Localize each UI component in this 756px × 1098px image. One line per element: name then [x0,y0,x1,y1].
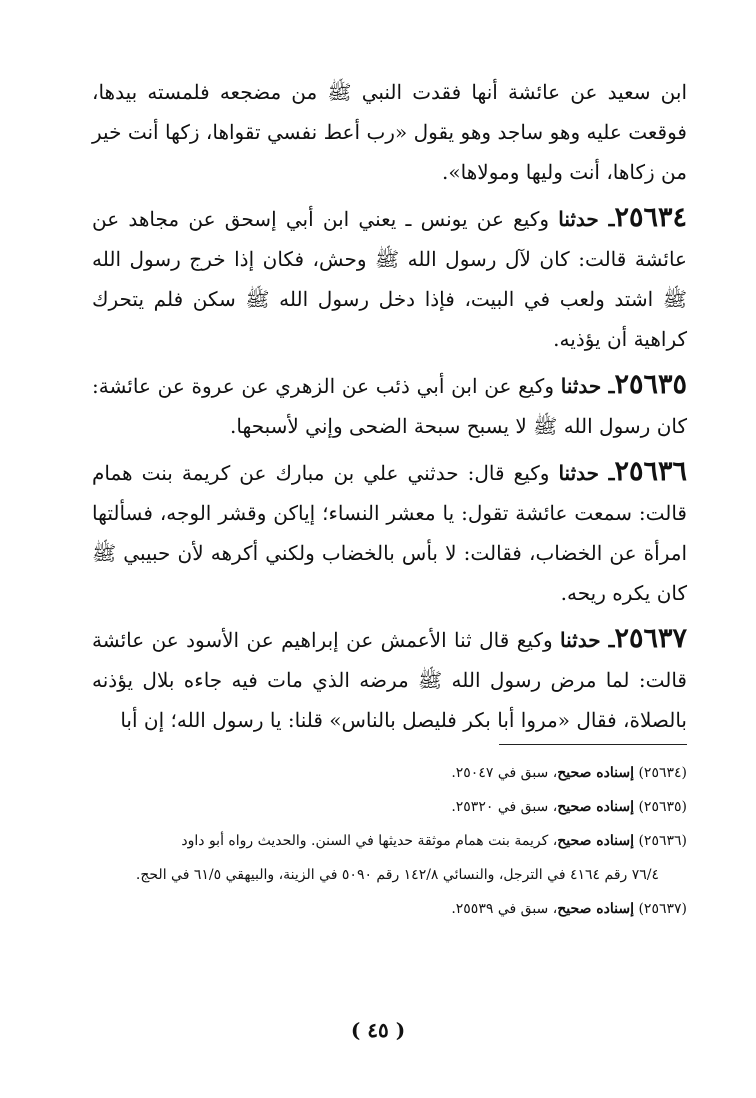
hadith-text: وكيع عن ابن أبي ذئب عن الزهري عن عروة عن عائشة: كان رسول الله ﷺ لا يسبح سبحة الضحى وإني لأسبحها. [92,374,687,438]
hadith-25634 [92,198,687,359]
hadith-number: ٢٥٦٣٧ [614,623,687,654]
footnote-25635 [92,790,687,824]
hadith-number: ٢٥٦٣٤ [614,202,687,233]
page-number: ( ٤٥ ) [350,1018,406,1042]
footnote-25634 [92,756,687,790]
footnote-ref: (٢٥٦٣٦) [638,833,687,849]
footnote-25636-continuation: ٧٦/٤ رقم ٤١٦٤ في الترجل، والنسائي ١٤٢/٨ رقم ٥٠٩٠ في الزينة، والبيهقي ٦١/٥ في الحج. [135,867,659,883]
footnote-grade: إسناده صحيح [557,901,634,917]
hadith-25635 [92,365,687,446]
hadith-lead: ـ حدثنا [558,207,615,231]
footnote-ref: (٢٥٦٣٥) [638,799,687,815]
hadith-text: وكيع قال ثنا الأعمش عن إبراهيم عن الأسود عن عائشة قالت: لما مرض رسول الله ﷺ مرضه الذي مات فيه جاءه بلال يؤذنه بالصلاة، فقال «مروا أبا بكر فليصل بالناس» قلنا: يا رسول الله؛ إن أبا [92,628,687,732]
hadith-text: وكيع عن يونس ـ يعني ابن أبي إسحق عن مجاهد عن عائشة قالت: كان لآل رسول الله ﷺ وحش، فكان إذا خرج رسول الله ﷺ اشتد ولعب في البيت، فإذا دخل رسول الله ﷺ سكن فلم يتحرك كراهية أن يؤذيه. [92,207,687,351]
footnote-ref: (٢٥٦٣٧) [638,901,687,917]
footnote-text: ، سبق في ٢٥٥٣٩. [451,901,558,917]
hadith-lead: ـ حدثنا [558,461,615,485]
hadith-lead: ـ حدثنا [560,628,615,652]
hadith-25637 [92,619,687,740]
hadith-number: ٢٥٦٣٥ [614,369,687,400]
intro-paragraph: ابن سعيد عن عائشة أنها فقدت النبي ﷺ من مضجعه فلمسته بيدها، فوقعت عليه وهو ساجد وهو يقول «رب أعط نفسي تقواها، زكها أنت خير من زكاها، أنت وليها ومولاها». [92,80,687,184]
footnote-text: ، سبق في ٢٥٠٤٧. [451,765,558,781]
footnote-25637 [92,892,687,926]
footnote-text: ، سبق في ٢٥٣٢٠. [451,799,558,815]
hadith-number: ٢٥٦٣٦ [614,456,687,487]
main-text [92,72,687,746]
hadith-text: وكيع قال: حدثني علي بن مبارك عن كريمة بنت همام قالت: سمعت عائشة تقول: يا معشر النساء؛ إياكن وقشر الوجه، فسألتها امرأة عن الخضاب، فقالت: لا بأس بالخضاب ولكني أكرهه لأن حبيبي ﷺ كان يكره ريحه. [92,461,688,605]
footnotes [92,756,687,926]
footnote-grade: إسناده صحيح [557,799,634,815]
hadith-lead: ـ حدثنا [560,374,615,398]
footnote-grade: إسناده صحيح [557,833,634,849]
footnote-text: ، كريمة بنت همام موثقة حديثها في السنن. والحديث رواه أبو داود [181,833,558,849]
footnote-ref: (٢٥٦٣٤) [638,765,687,781]
footnote-divider [499,744,687,745]
footnote-grade: إسناده صحيح [557,765,634,781]
hadith-25636 [92,452,687,613]
footnote-25636 [92,824,687,858]
